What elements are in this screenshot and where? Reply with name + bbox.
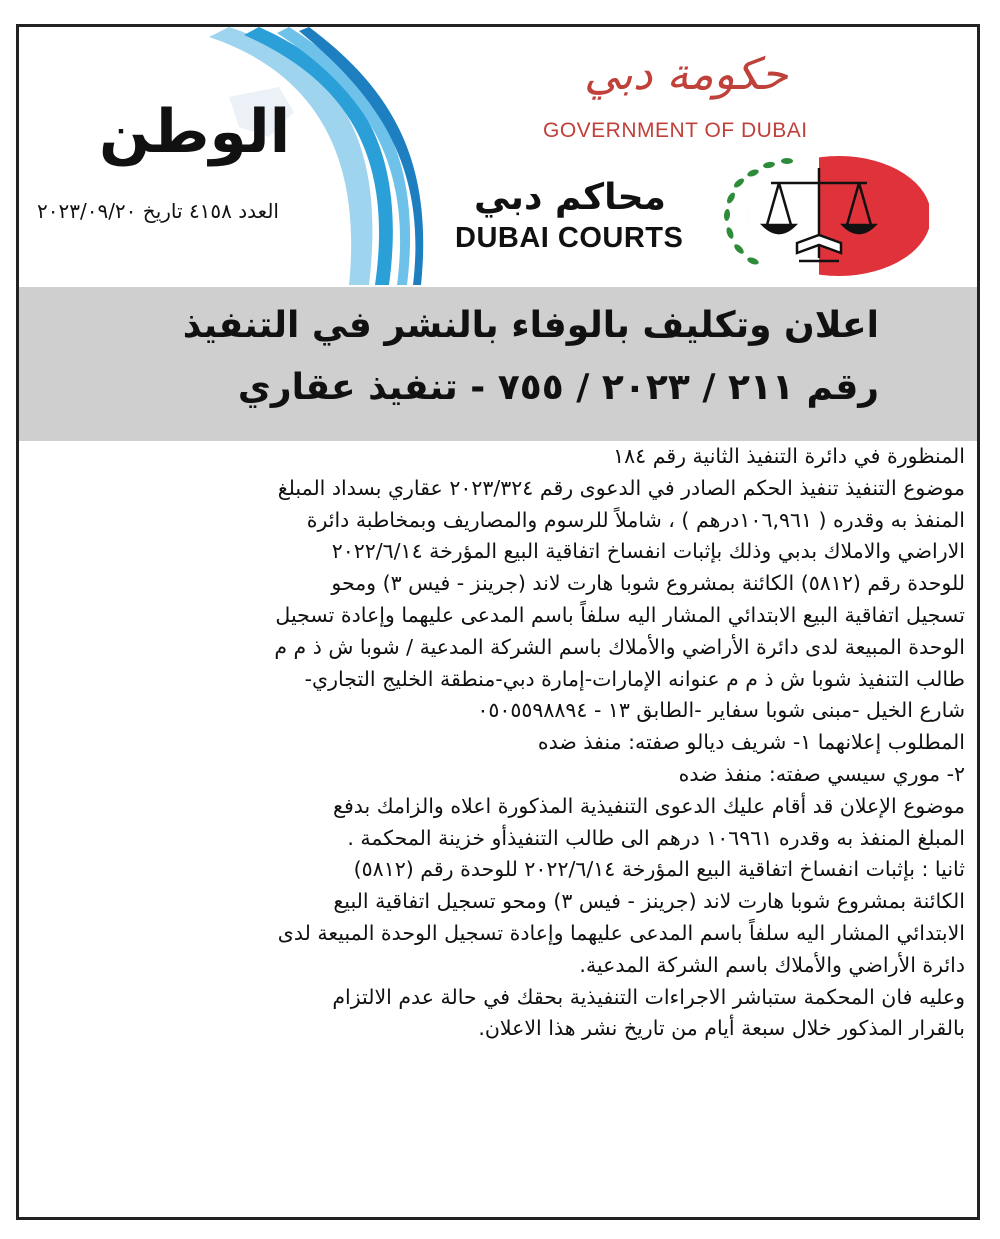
case-number: رقم ٢١١ / ٢٠٢٣ / ٧٥٥ - تنفيذ عقاري (237, 367, 879, 408)
government-english-name: GOVERNMENT OF DUBAI (543, 119, 808, 142)
body-line: للوحدة رقم (٥٨١٢) الكائنة بمشروع شوبا هارت لاند (جرينز - فيس ٣) ومحو (331, 571, 965, 596)
body-line: تسجيل اتفاقية البيع الابتدائي المشار اليه سلفاً باسم المدعى عليهما وإعادة تسجيل (275, 602, 965, 627)
body-line: ٢- موري سيسي صفته: منفذ ضده (678, 761, 965, 786)
newspaper-name: الوطن (99, 97, 291, 167)
body-line: المنفذ به وقدره ( ١٠٦,٩٦١درهم ) ، شاملاً للرسوم والمصاريف وبمخاطبة دائرة (306, 507, 965, 532)
body-line: موضوع الإعلان قد أقام عليك الدعوى التنفيذية المذكورة اعلاه والزامك بدفع (333, 793, 965, 818)
notice-title: اعلان وتكليف بالوفاء بالنشر في التنفيذ (182, 305, 879, 346)
body-line: موضوع التنفيذ تنفيذ الحكم الصادر في الدعوى رقم ٢٠٢٣/٣٢٤ عقاري بسداد المبلغ (277, 475, 965, 500)
body-line: شارع الخيل -مبنى شوبا سفاير -الطابق ١٣ - ٠٥٠٥٥٩٨٨٩٤ (477, 698, 965, 723)
dubai-courts-emblem-icon (709, 153, 929, 279)
body-line: الابتدائي المشار اليه سلفاً باسم المدعى عليهما وإعادة تسجيل الوحدة المبيعة لدى (277, 920, 965, 945)
body-line: المبلغ المنفذ به وقدره ١٠٦٩٦١ درهم الى طالب التنفيذأو خزينة المحكمة . (347, 825, 965, 850)
courts-english-name: DUBAI COURTS (455, 222, 684, 254)
body-line: دائرة الأراضي والأملاك باسم الشركة المدعية. (579, 952, 965, 977)
courts-arabic-name: محاكم دبي (474, 177, 666, 218)
body-line: الكائنة بمشروع شوبا هارت لاند (جرينز - فيس ٣) ومحو تسجيل اتفاقية البيع (333, 889, 965, 914)
notice-body (33, 441, 965, 1045)
body-line: الاراضي والاملاك بدبي وذلك بإثبات انفساخ اتفاقية البيع المؤرخة ٢٠٢٢/٦/١٤ (331, 539, 965, 564)
body-line: طالب التنفيذ شوبا ش ذ م م عنوانه الإمارات-إمارة دبي-منطقة الخليج التجاري- (304, 666, 965, 691)
notice-header (19, 27, 977, 285)
body-line: المنظورة في دائرة التنفيذ الثانية رقم ١٨٤ (613, 444, 965, 468)
government-arabic-logo: حكومة دبي (584, 49, 788, 100)
body-line: الوحدة المبيعة لدى دائرة الأراضي والأملاك باسم الشركة المدعية / شوبا ش ذ م م (274, 634, 965, 659)
issue-number-date: العدد ٤١٥٨ تاريخ ٢٠٢٣/٠٩/٢٠ (37, 199, 279, 223)
body-line: المطلوب إعلانهما ١- شريف ديالو صفته: منفذ ضده (537, 730, 965, 755)
body-line: وعليه فان المحكمة ستباشر الاجراءات التنفيذية بحقك في حالة عدم الالتزام (332, 984, 965, 1009)
body-line: ثانيا : بإثبات انفساخ اتفاقية البيع المؤرخة ٢٠٢٢/٦/١٤ للوحدة رقم (٥٨١٢) (353, 857, 965, 882)
notice-frame (16, 24, 980, 1220)
body-line: بالقرار المذكور خلال سبعة أيام من تاريخ نشر هذا الاعلان. (478, 1016, 965, 1041)
